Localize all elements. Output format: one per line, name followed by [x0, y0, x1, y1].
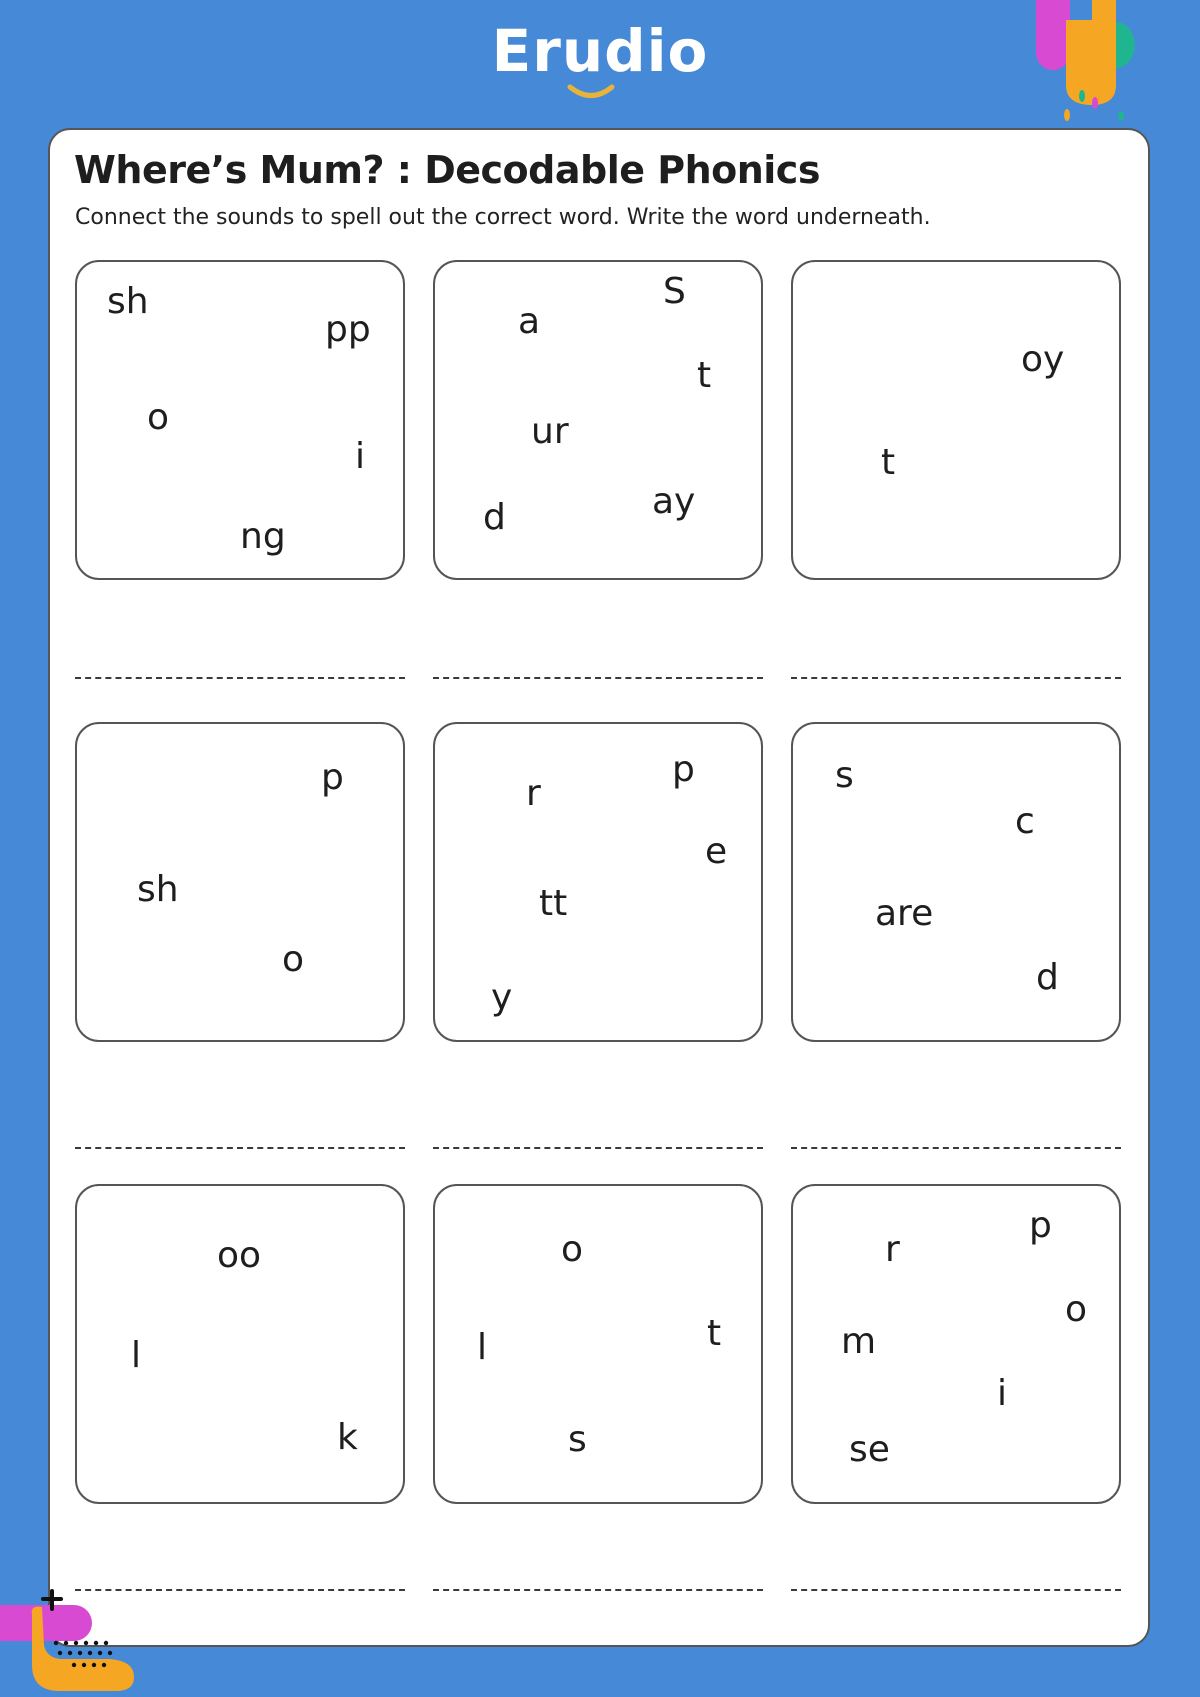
- sound-tile[interactable]: s: [835, 755, 854, 796]
- answer-line[interactable]: [433, 677, 763, 679]
- sound-tile[interactable]: p: [1029, 1205, 1052, 1246]
- answer-line[interactable]: [791, 677, 1121, 679]
- sound-card-2: [433, 260, 763, 580]
- sound-tile[interactable]: pp: [325, 309, 371, 350]
- sound-tile[interactable]: o: [561, 1229, 584, 1270]
- sound-tile[interactable]: k: [337, 1417, 358, 1458]
- sound-tile[interactable]: l: [131, 1335, 142, 1376]
- sound-card-1: [75, 260, 405, 580]
- sound-card-4: [75, 722, 405, 1042]
- sound-card-5: [433, 722, 763, 1042]
- sound-tile[interactable]: c: [1015, 801, 1035, 842]
- sound-tile[interactable]: ur: [531, 411, 569, 452]
- smile-icon: [566, 84, 616, 100]
- sound-tile[interactable]: r: [885, 1229, 900, 1270]
- paint-decoration-icon: [1030, 0, 1200, 125]
- sound-tile[interactable]: i: [997, 1373, 1008, 1414]
- sound-tile[interactable]: a: [518, 301, 541, 342]
- sound-tile[interactable]: t: [707, 1313, 722, 1354]
- sound-tile[interactable]: i: [355, 436, 366, 477]
- answer-line[interactable]: [791, 1589, 1121, 1591]
- answer-line[interactable]: [791, 1147, 1121, 1149]
- sound-tile[interactable]: t: [881, 442, 896, 483]
- sound-tile[interactable]: t: [697, 355, 712, 396]
- answer-line[interactable]: [75, 1147, 405, 1149]
- sound-tile[interactable]: ng: [240, 516, 286, 557]
- sound-tile[interactable]: p: [321, 757, 344, 798]
- sound-tile[interactable]: sh: [107, 281, 149, 322]
- sound-tile[interactable]: l: [477, 1327, 488, 1368]
- sound-tile[interactable]: are: [875, 893, 934, 934]
- sound-tile[interactable]: se: [849, 1429, 890, 1470]
- sound-tile[interactable]: r: [526, 773, 541, 814]
- sound-tile[interactable]: p: [672, 749, 695, 790]
- sound-tile[interactable]: o: [147, 397, 170, 438]
- sound-card-9: [791, 1184, 1121, 1504]
- answer-line[interactable]: [433, 1147, 763, 1149]
- answer-line[interactable]: [433, 1589, 763, 1591]
- sound-card-7: [75, 1184, 405, 1504]
- sound-tile[interactable]: ay: [652, 481, 696, 522]
- sound-tile[interactable]: o: [1065, 1289, 1088, 1330]
- sound-tile[interactable]: oo: [217, 1235, 262, 1276]
- worksheet-instructions: Connect the sounds to spell out the correct word. Write the word underneath.: [75, 205, 931, 230]
- sound-tile[interactable]: S: [663, 271, 686, 312]
- brand-logo: Erudio: [491, 17, 709, 85]
- sound-tile[interactable]: oy: [1021, 339, 1065, 380]
- sound-tile[interactable]: tt: [539, 883, 568, 924]
- paint-decoration-icon: [0, 1585, 140, 1697]
- sound-tile[interactable]: y: [491, 977, 513, 1018]
- sound-tile[interactable]: s: [568, 1419, 587, 1460]
- sound-card-6: [791, 722, 1121, 1042]
- sound-tile[interactable]: m: [841, 1321, 877, 1362]
- sound-tile[interactable]: e: [705, 831, 728, 872]
- worksheet-title: Where’s Mum? : Decodable Phonics: [74, 148, 820, 192]
- sound-tile[interactable]: sh: [137, 869, 179, 910]
- sound-tile[interactable]: o: [282, 939, 305, 980]
- sound-card-8: [433, 1184, 763, 1504]
- sound-card-3: [791, 260, 1121, 580]
- sound-tile[interactable]: d: [483, 497, 506, 538]
- answer-line[interactable]: [75, 677, 405, 679]
- sound-tile[interactable]: d: [1036, 957, 1059, 998]
